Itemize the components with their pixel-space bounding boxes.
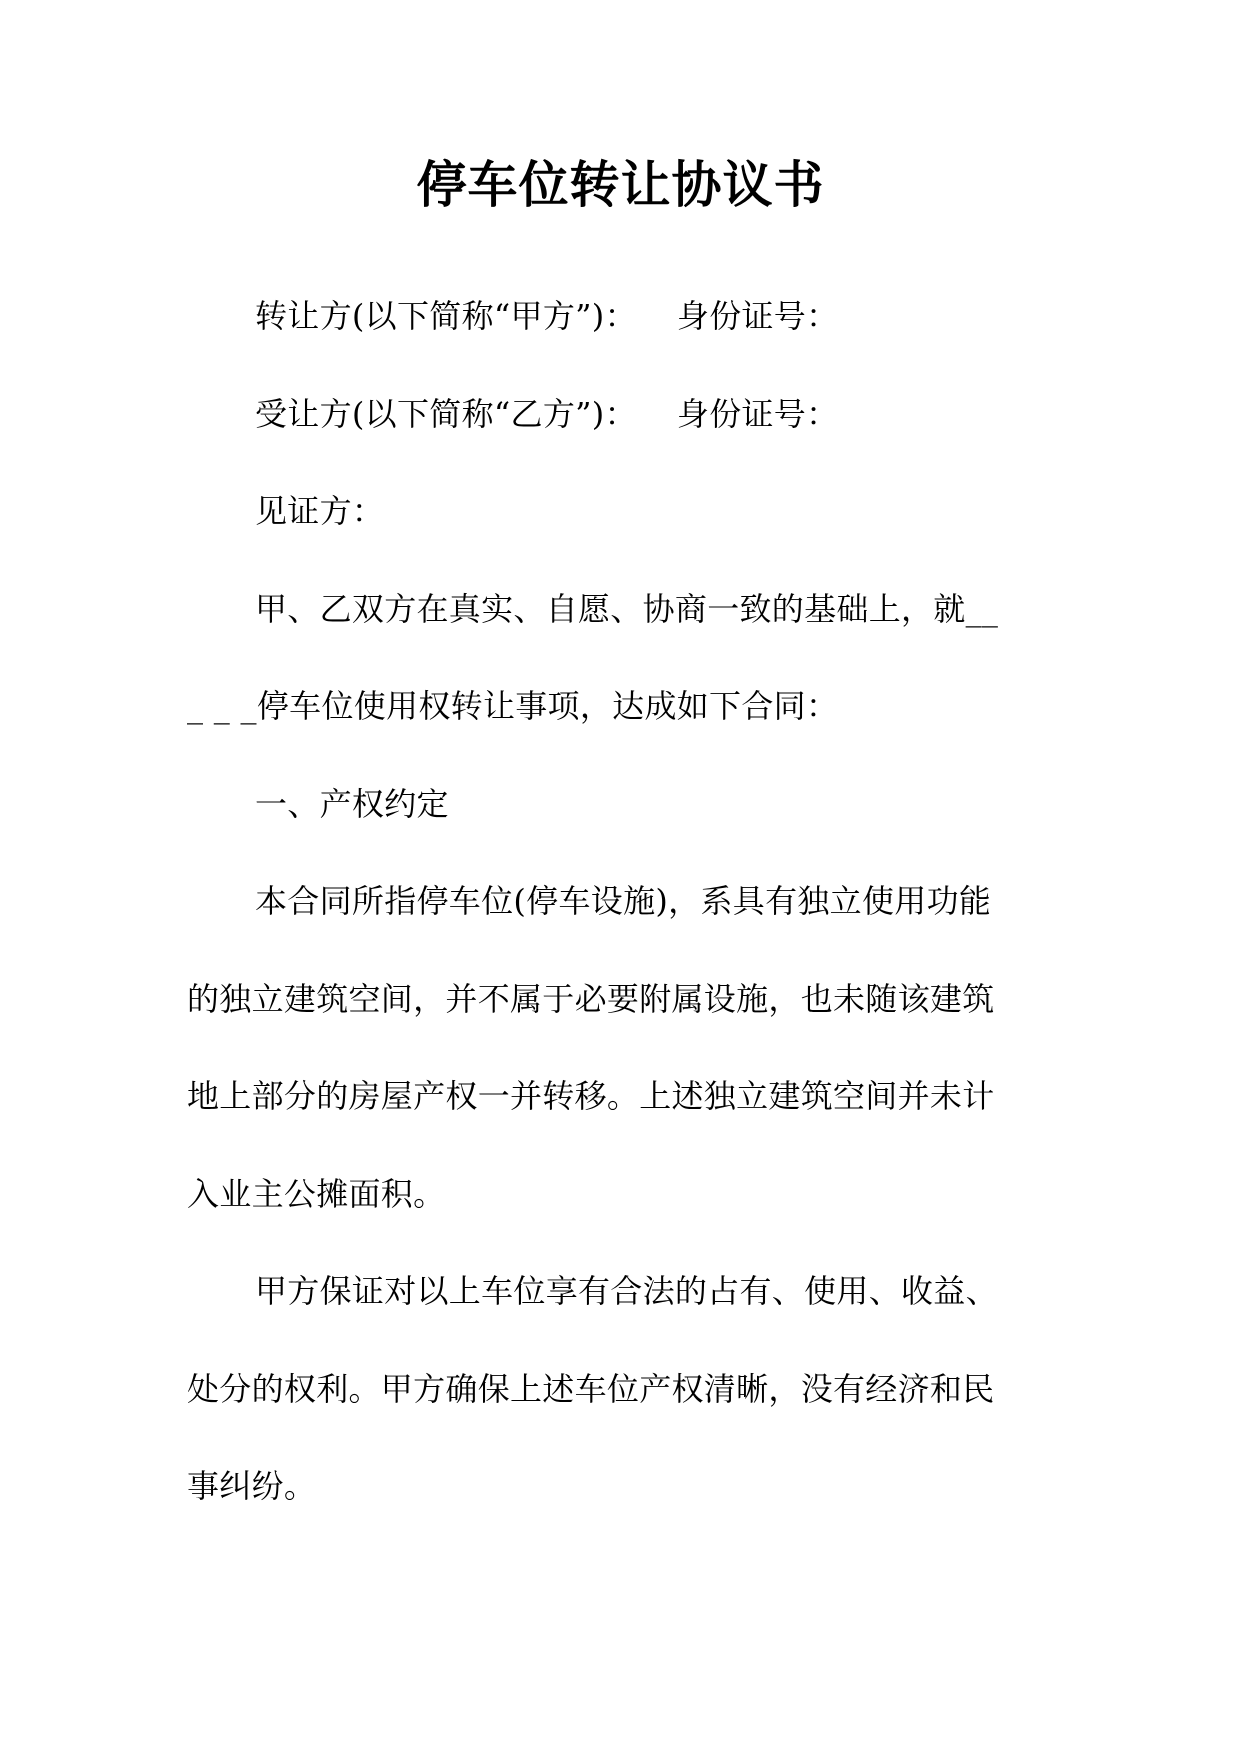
transferor-line [187, 297, 1017, 398]
witness-label: 见证方： [255, 492, 385, 530]
document-title: 停车位转让协议书 [416, 155, 825, 214]
paragraph-line: 的独立建筑空间，并不属于必要附属设施，也未随该建筑 [187, 979, 995, 1018]
transferee-label: 受让方(以下简称“乙方”)： [255, 394, 637, 433]
paragraph-line: 处分的权利。甲方确保上述车位产权清晰，没有经济和民 [187, 1369, 995, 1408]
paragraph-line: 事纠纷。 [187, 1467, 317, 1505]
intro-line: _ _ _停车位使用权转让事项，达成如下合同： [187, 687, 839, 725]
transferee-line [187, 394, 1017, 496]
transferor-label: 转让方(以下简称“甲方”)： [255, 297, 637, 335]
paragraph-line: 甲方保证对以上车位享有合法的占有、使用、收益、 [255, 1272, 998, 1310]
paragraph-line: 本合同所指停车位(停车设施)，系具有独立使用功能 [255, 882, 992, 920]
transferor-id-label: 身份证号： [676, 297, 839, 335]
intro-line: 甲、乙双方在真实、自愿、协商一致的基础上，就__ [255, 589, 999, 628]
paragraph-line: 地上部分的房屋产权一并转移。上述独立建筑空间并未计 [187, 1077, 995, 1115]
witness-line [187, 492, 1017, 593]
paragraph-line: 入业主公摊面积。 [187, 1174, 446, 1213]
transferee-id-label: 身份证号： [676, 394, 839, 433]
section-heading: 一、产权约定 [255, 784, 449, 823]
document-body [187, 297, 1017, 1568]
